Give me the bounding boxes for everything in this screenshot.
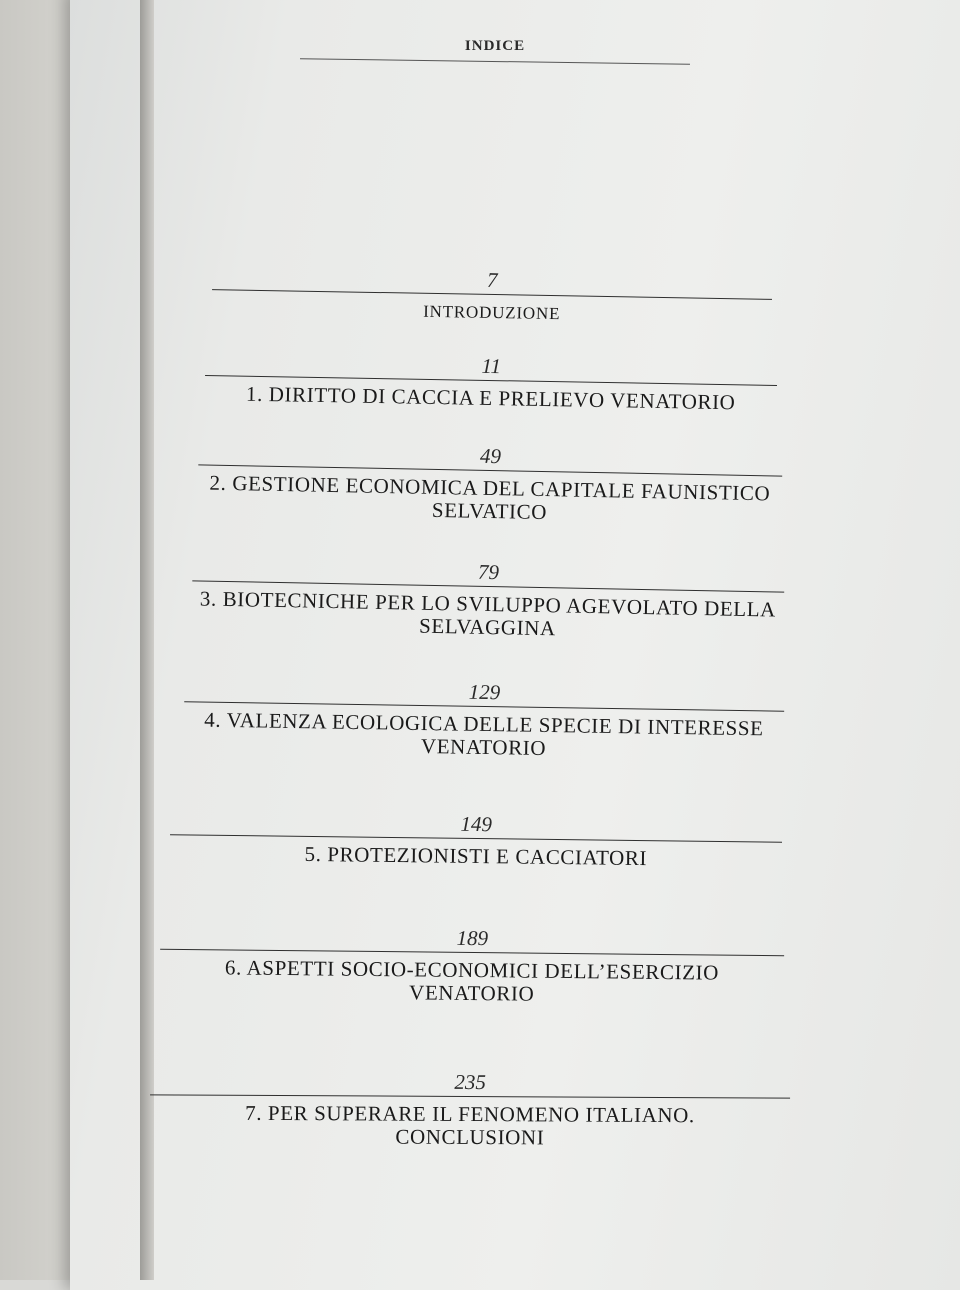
entry-title: 1. DIRITTO DI CACCIA E PRELIEVO VENATORIO	[245, 381, 736, 415]
entry-title-line-1: 6. ASPETTI SOCIO-ECONOMICI DELL’ESERCIZIO	[224, 955, 720, 985]
entry-title-line-2: SELVAGGINA	[418, 613, 557, 641]
toc-entry-1	[205, 349, 778, 415]
entry-title-line-2: SELVATICO	[431, 497, 548, 525]
entry-title-line-1: 3. BIOTECNICHE PER LO SVILUPPO AGEVOLATO DELLA	[199, 586, 777, 622]
entry-title: INTRODUZIONE	[423, 301, 561, 324]
page-number: 79	[477, 559, 500, 585]
entry-title-line-1: 4. VALENZA ECOLOGICA DELLE SPECIE DI INTERESSE	[204, 707, 764, 741]
entry-title-line-2: VENATORIO	[420, 734, 547, 760]
page-number: 49	[479, 443, 502, 469]
toc-entry-5	[170, 808, 783, 871]
page-number: 7	[486, 267, 498, 293]
running-header	[300, 38, 690, 62]
entry-title: 5. PROTEZIONISTI E CACCIATORI	[304, 841, 648, 871]
toc-entry-introduzione	[212, 263, 773, 329]
entry-title-line-1: 2. GESTIONE ECONOMICA DEL CAPITALE FAUNISTICO	[209, 470, 771, 506]
toc-entry-6	[160, 923, 785, 1009]
page-number: 149	[460, 811, 493, 837]
page-number: 189	[456, 925, 489, 951]
page-number: 235	[454, 1069, 486, 1095]
toc-entry-2	[197, 438, 782, 528]
toc-entry-3	[191, 554, 784, 644]
header-title: INDICE	[464, 38, 526, 54]
entry-title-line-2: CONCLUSIONI	[395, 1124, 545, 1150]
entry-title-line-1: 7. PER SUPERARE IL FENOMENO ITALIANO.	[245, 1100, 695, 1128]
toc-entry-4	[183, 675, 784, 763]
toc-entry-7	[150, 1068, 790, 1150]
page-number: 129	[468, 679, 501, 705]
entry-title-line-2: VENATORIO	[408, 980, 535, 1006]
page-number: 11	[481, 353, 502, 379]
